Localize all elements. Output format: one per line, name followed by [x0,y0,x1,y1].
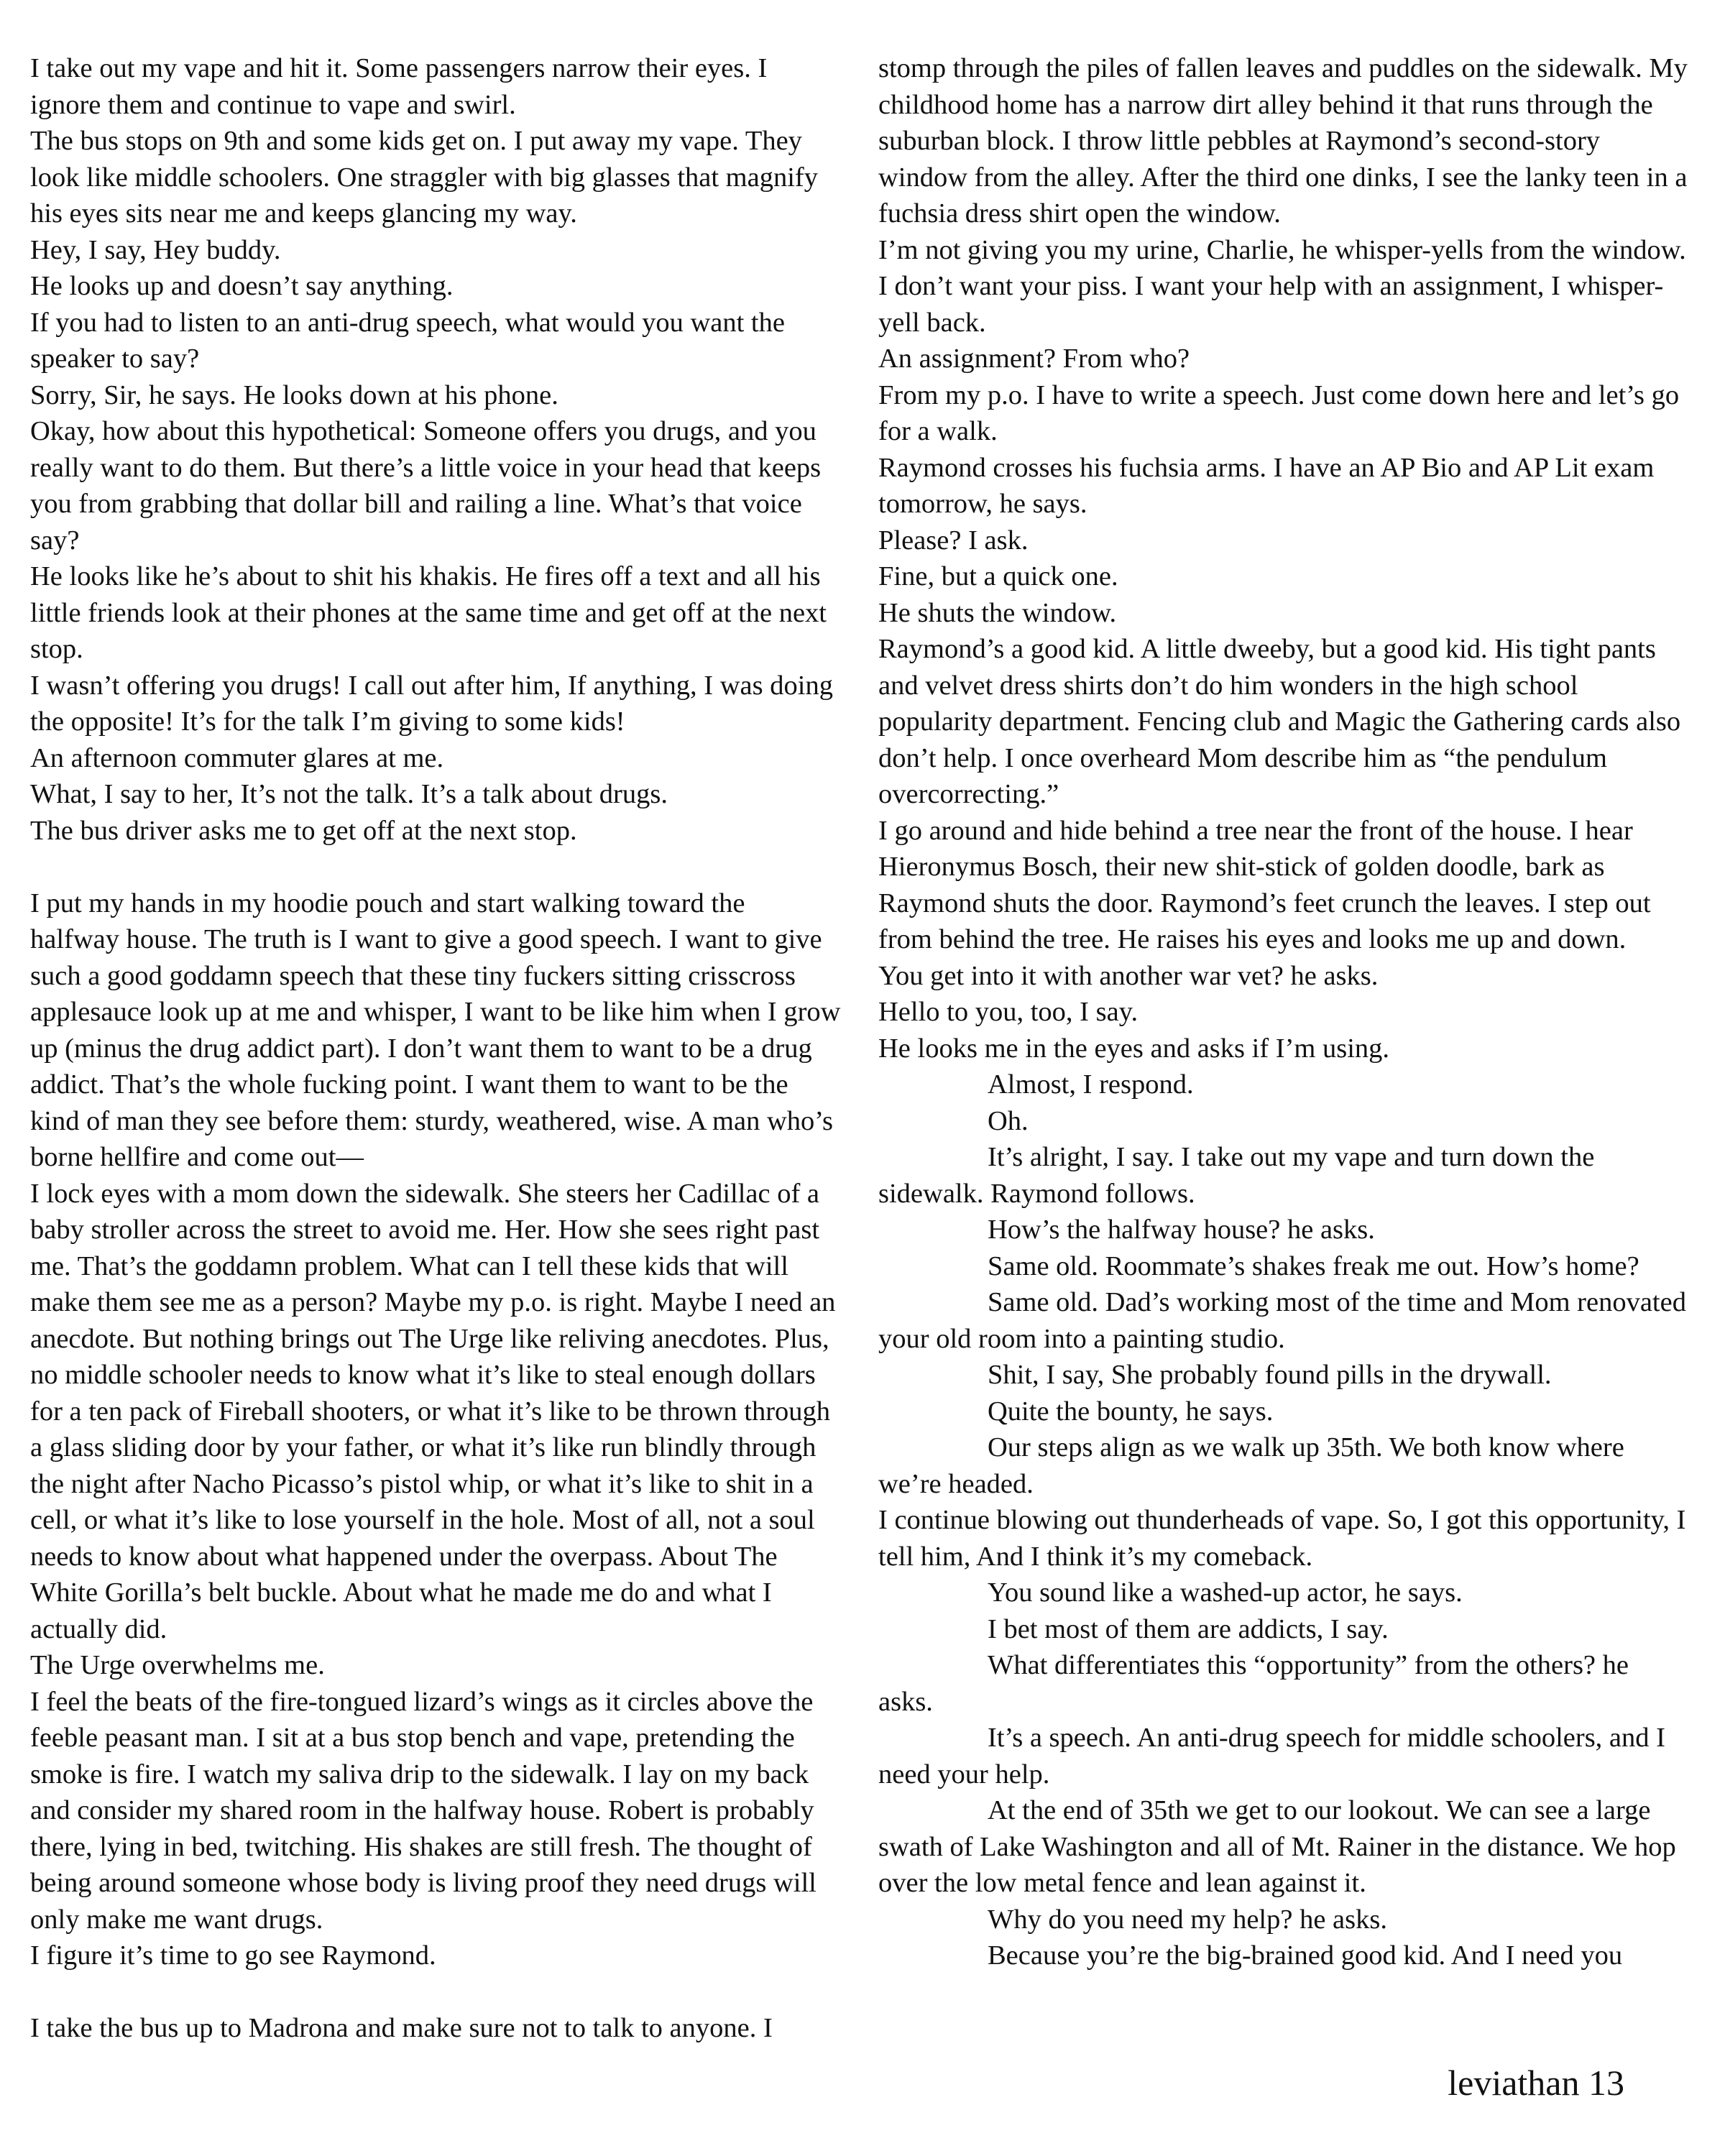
paragraph: If you had to listen to an anti-drug speech, what would you want the speaker to say? [30,307,785,374]
paragraph: I wasn’t offering you drugs! I call out after him, If anything, I was doing the opposite! It’s for the talk I’m giving to some kids! [30,670,833,737]
paragraph: An assignment? From who? [878,344,1190,374]
paragraph: Because you’re the big-brained good kid. And I need you [988,1940,1623,1971]
paragraph: The bus driver asks me to get off at the next stop. [30,815,577,846]
page-footer: leviathan 13 [1448,2063,1624,2103]
paragraph: I put my hands in my hoodie pouch and start walking toward the halfway house. The truth is I want to give a good speech. I want to give such a good goddamn speech that these tiny fuckers sitting crisscross applesauce look up at me and whisper, I want to be like him when I grow up (minus the drug addict part). I don’t want them to want to be a drug addict. That’s the whole fucking point. I want them to want to be the kind of man they see before them: sturdy, weathered, wise. A man who’s borne hellfire and come out— [30,888,841,1172]
paragraph: I figure it’s time to go see Raymond. [30,1940,436,1971]
paragraph: He looks like he’s about to shit his khakis. He fires off a text and all his little friends look at their phones at the same time and get off at the next stop. [30,561,827,664]
paragraph: What, I say to her, It’s not the talk. It’s a talk about drugs. [30,779,668,809]
paragraph: I take the bus up to Madrona and make sure not to talk to anyone. I [30,2013,773,2043]
paragraph: From my p.o. I have to write a speech. Just come down here and let’s go for a walk. [878,379,1680,446]
paragraph-gap [30,1974,841,2011]
paragraph: I’m not giving you my urine, Charlie, he whisper-yells from the window. [878,234,1686,265]
left-text-column [30,50,841,2047]
paragraph: He looks me in the eyes and asks if I’m using. [878,1033,1390,1064]
paragraph: Shit, I say, She probably found pills in the drywall. [988,1360,1552,1390]
paragraph-gap [30,849,841,885]
paragraph: Okay, how about this hypothetical: Someone offers you drugs, and you really want to do them. But there’s a little voice in your head that keeps you from grabbing that dollar bill and railing a line. What’s that voice say? [30,416,822,556]
paragraph: Hey, I say, Hey buddy. [30,234,281,265]
paragraph: I feel the beats of the fire-tongued lizard’s wings as it circles above the feeble peasant man. I sit at a bus stop bench and vape, pretending the smoke is fire. I watch my saliva drip to the sidewalk. I lay on my back and consider my shared room in the halfway house. Robert is probably there, lying in bed, twitching. His shakes are still fresh. The thought of being around someone whose body is living proof they need drugs will only make me want drugs. [30,1686,816,1935]
paragraph: I bet most of them are addicts, I say. [988,1613,1389,1644]
paragraph: I don’t want your piss. I want your help with an assignment, I whisper-yell back. [878,271,1664,338]
paragraph: I continue blowing out thunderheads of vape. So, I got this opportunity, I tell him, And I think it’s my comeback. [878,1505,1686,1572]
paragraph: Please? I ask. [878,525,1029,556]
paragraph: stomp through the piles of fallen leaves and puddles on the sidewalk. My childhood home has a narrow dirt alley behind it that runs through the suburban block. I throw little pebbles at Raymond’s second-story window from the alley. After the third one dinks, I see the lanky teen in a fuchsia dress shirt open the window. [878,53,1688,229]
paragraph: He shuts the window. [878,597,1117,628]
paragraph: Fine, but a quick one. [878,561,1118,591]
paragraph: It’s alright, I say. I take out my vape and turn down the sidewalk. Raymond follows. [878,1142,1595,1209]
paragraph: An afternoon commuter glares at me. [30,742,444,773]
paragraph: You sound like a washed-up actor, he says. [988,1577,1463,1608]
paragraph: What differentiates this “opportunity” from the others? he asks. [878,1650,1629,1717]
paragraph: Why do you need my help? he asks. [988,1904,1387,1935]
paragraph: How’s the halfway house? he asks. [988,1215,1375,1245]
paragraph: I lock eyes with a mom down the sidewalk. She steers her Cadillac of a baby stroller across the street to avoid me. Her. How she sees right past me. That’s the goddamn problem. What can I tell these kids that will make them see me as a person? Maybe my p.o. is right. Maybe I need an anecdote. But nothing brings out The Urge like reliving anecdotes. Plus, no middle schooler needs to know what it’s like to steal enough dollars for a ten pack of Fireball shooters, or what it’s like to be thrown through a glass sliding door by your father, or what it’s like run blindly through the night after Nacho Picasso’s pistol whip, or what it’s like to shit in a cell, or what it’s like to lose yourself in the hole. Most of all, not a soul needs to know about what happened under the overpass. About The White Gorilla’s belt buckle. About what he made me do and what I actually did. [30,1178,836,1644]
paragraph: I go around and hide behind a tree near the front of the house. I hear Hieronymus Bosch, their new shit-stick of golden doodle, bark as Raymond shuts the door. Raymond’s feet crunch the leaves. I step out from behind the tree. He raises his eyes and looks me up and down. [878,815,1651,954]
paragraph: Quite the bounty, he says. [988,1396,1274,1427]
paragraph: Almost, I respond. [988,1069,1194,1100]
paragraph: The Urge overwhelms me. [30,1650,325,1680]
paragraph: The bus stops on 9th and some kids get on. I put away my vape. They look like middle schoolers. One straggler with big glasses that magnify his eyes sits near me and keeps glancing my way. [30,126,818,229]
paragraph: Oh. [988,1105,1029,1136]
paragraph: You get into it with another war vet? he asks. [878,960,1379,991]
right-text-column [878,50,1689,1974]
paragraph: Same old. Dad’s working most of the time and Mom renovated your old room into a painting studio. [878,1287,1686,1354]
paragraph: It’s a speech. An anti-drug speech for middle schoolers, and I need your help. [878,1723,1665,1789]
paragraph: Sorry, Sir, he says. He looks down at his phone. [30,379,558,410]
paragraph: Raymond crosses his fuchsia arms. I have an AP Bio and AP Lit exam tomorrow, he says. [878,452,1655,519]
paragraph: Hello to you, too, I say. [878,997,1138,1027]
paragraph: I take out my vape and hit it. Some passengers narrow their eyes. I ignore them and continue to vape and swirl. [30,53,768,120]
paragraph: Our steps align as we walk up 35th. We both know where we’re headed. [878,1432,1624,1499]
paragraph: At the end of 35th we get to our lookout. We can see a large swath of Lake Washington and all of Mt. Rainer in the distance. We hop over the low metal fence and lean against it. [878,1795,1676,1898]
paragraph: He looks up and doesn’t say anything. [30,271,454,301]
paragraph: Same old. Roommate’s shakes freak me out. How’s home? [988,1250,1639,1281]
paragraph: Raymond’s a good kid. A little dweeby, but a good kid. His tight pants and velvet dress shirts don’t do him wonders in the high school popularity department. Fencing club and Magic the Gathering cards also don’t help. I once overheard Mom describe him as “the pendulum overcorrecting.” [878,634,1681,809]
